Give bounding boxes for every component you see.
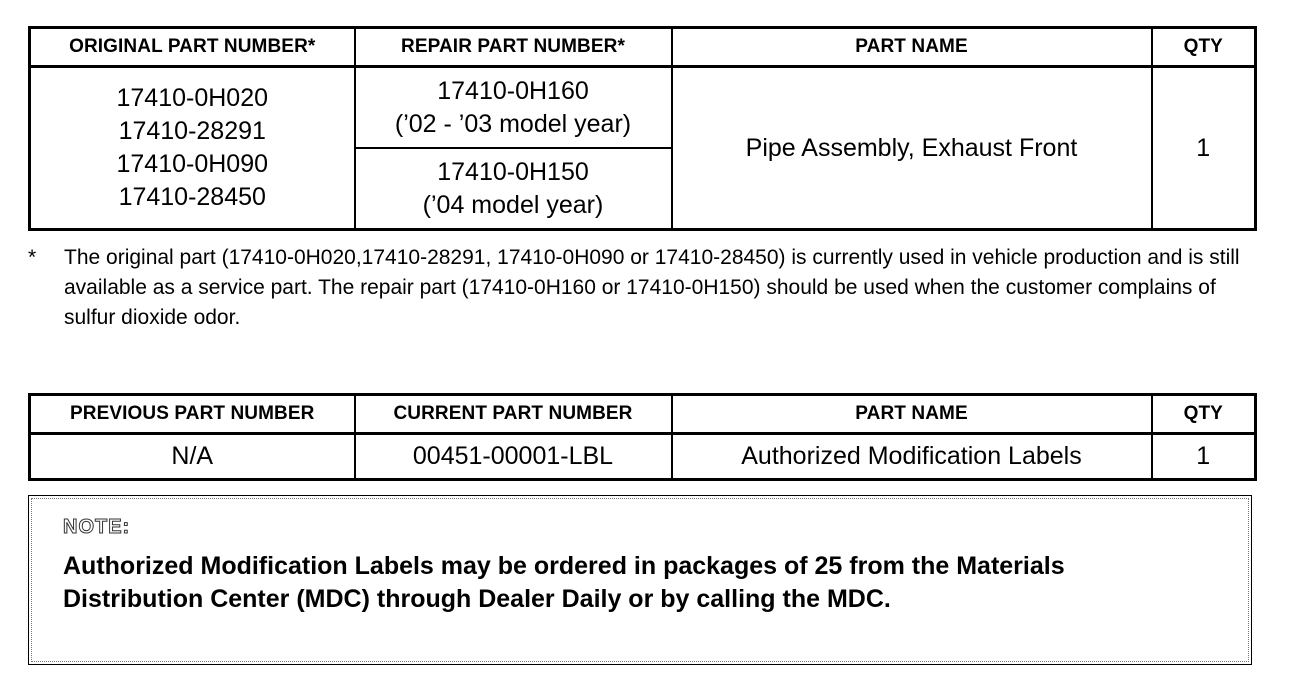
repair-part-cell bbox=[355, 67, 672, 149]
header-original-part-number: ORIGINAL PART NUMBER* bbox=[30, 28, 355, 67]
header-qty: QTY bbox=[1152, 28, 1256, 67]
repair-part-model-year: (’04 model year) bbox=[422, 190, 604, 219]
qty-cell: 1 bbox=[1152, 67, 1256, 230]
repair-parts-table bbox=[28, 26, 1257, 231]
header-part-name: PART NAME bbox=[672, 395, 1152, 434]
table-row bbox=[30, 67, 1256, 149]
original-part-number: 17410-0H090 bbox=[116, 150, 268, 178]
repair-part-cell bbox=[355, 148, 672, 230]
original-part-number: 17410-0H020 bbox=[116, 84, 268, 112]
header-qty: QTY bbox=[1152, 395, 1256, 434]
repair-part-number: 17410-0H160 bbox=[437, 76, 589, 105]
previous-part-number-cell: N/A bbox=[30, 434, 355, 480]
table-header-row bbox=[30, 28, 1256, 67]
footnote-text: The original part (17410-0H020,17410-28291, 17410-0H090 or 17410-28450) is currently used in vehicle production and is still available as a service part. The repair part (17410-0H160 or 17410-0H150) should be used when the customer complains of sulfur dioxide odor. bbox=[64, 246, 1240, 329]
note-label: NOTE: bbox=[63, 516, 131, 538]
note-box bbox=[28, 495, 1252, 665]
header-part-name: PART NAME bbox=[672, 28, 1152, 67]
table-row bbox=[30, 434, 1256, 480]
current-part-number-cell: 00451-00001-LBL bbox=[355, 434, 672, 480]
header-current-part-number: CURRENT PART NUMBER bbox=[355, 395, 672, 434]
note-text: Authorized Modification Labels may be ordered in packages of 25 from the Materials Distribution Center (MDC) through Dealer Daily or by calling the MDC. bbox=[63, 552, 1065, 613]
part-name-cell: Pipe Assembly, Exhaust Front bbox=[672, 67, 1152, 230]
original-part-number: 17410-28291 bbox=[118, 117, 266, 145]
original-part-numbers-cell bbox=[30, 67, 355, 230]
table-header-row bbox=[30, 395, 1256, 434]
original-part-number: 17410-28450 bbox=[118, 183, 266, 211]
header-repair-part-number: REPAIR PART NUMBER* bbox=[355, 28, 672, 67]
part-name-cell: Authorized Modification Labels bbox=[672, 434, 1152, 480]
repair-part-model-year: (’02 - ’03 model year) bbox=[394, 109, 632, 138]
labels-parts-table bbox=[28, 393, 1257, 481]
footnote-marker: * bbox=[28, 246, 37, 269]
qty-cell: 1 bbox=[1152, 434, 1256, 480]
repair-part-number: 17410-0H150 bbox=[437, 157, 589, 186]
header-previous-part-number: PREVIOUS PART NUMBER bbox=[30, 395, 355, 434]
